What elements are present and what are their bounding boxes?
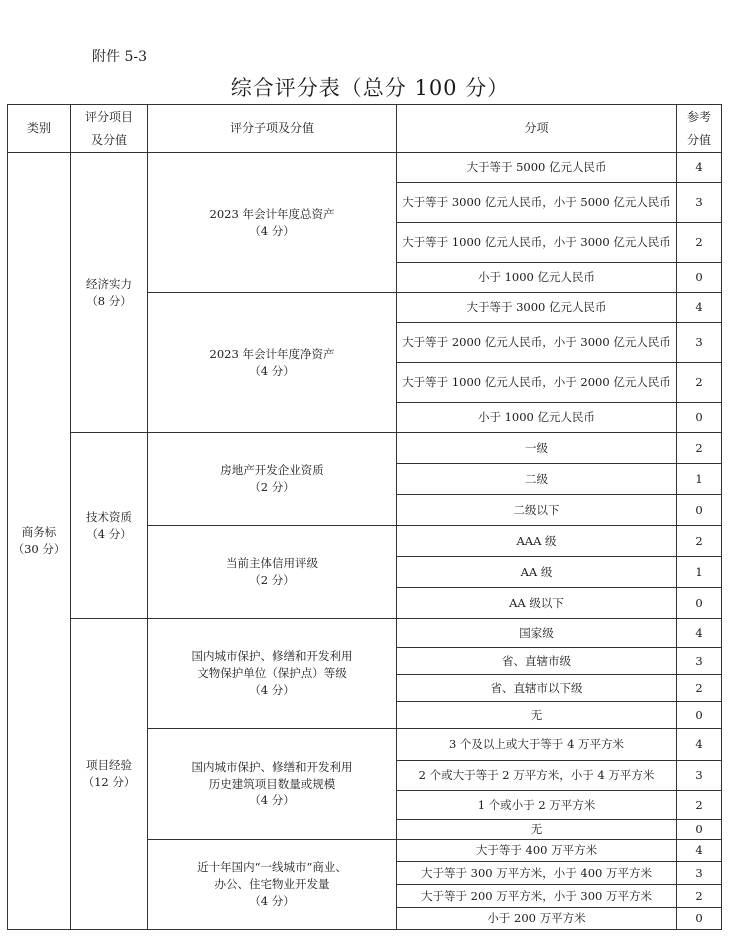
option-cell: 无 [397,702,677,729]
score-cell: 0 [677,820,722,840]
sub-item-line: （4 分） [249,363,295,378]
option-cell: 大于等于 1000 亿元人民币，小于 3000 亿元人民币 [397,223,677,263]
sub-item-line: 近十年国内“一线城市”商业、 [197,860,347,875]
header-sub-item: 评分子项及分值 [148,105,397,153]
header-category: 类别 [8,105,71,153]
header-item [71,105,148,153]
score-cell: 4 [677,729,722,761]
option-cell: 1 个或小于 2 万平方米 [397,791,677,820]
sub-item-cell [148,293,397,433]
header-score-line1: 参考 [686,109,711,124]
table-row [8,433,722,464]
score-cell: 4 [677,619,722,648]
sub-item-line: （4 分） [249,893,295,908]
header-row [8,105,722,153]
option-cell: 大于等于 5000 亿元人民币 [397,153,677,183]
sub-item-line: 历史建筑项目数量或规模 [208,776,336,791]
option-cell: 小于 200 万平方米 [397,908,677,930]
score-cell: 2 [677,433,722,464]
score-cell: 2 [677,363,722,403]
sub-item-line: （4 分） [249,793,295,808]
option-cell: 大于等于 3000 亿元人民币，小于 5000 亿元人民币 [397,183,677,223]
option-cell: 省、直辖市级 [397,648,677,675]
table-body [8,153,722,930]
sub-item-line: 办公、住宅物业开发量 [214,877,330,892]
score-cell: 0 [677,495,722,526]
score-cell: 2 [677,223,722,263]
group-points: （4 分） [86,526,132,541]
sub-item-line: （4 分） [249,223,295,238]
category-cell [8,153,71,930]
sub-item-cell [148,433,397,526]
header-score [677,105,722,153]
option-cell: 无 [397,820,677,840]
sub-item-cell [148,729,397,840]
table-row [8,619,722,648]
header-item-line1: 评分项目 [84,109,133,124]
sub-item-cell [148,840,397,930]
option-cell: AAA 级 [397,526,677,557]
header-option: 分项 [397,105,677,153]
sub-item-line: 国内城市保护、修缮和开发利用 [191,649,353,664]
page-title: 综合评分表（总分 100 分） [230,76,510,100]
option-cell: 大于等于 400 万平方米 [397,840,677,862]
option-cell: 国家级 [397,619,677,648]
score-cell: 0 [677,403,722,433]
group-points: （12 分） [82,775,136,789]
score-cell: 2 [677,526,722,557]
sub-item-line: 房地产开发企业资质 [220,463,324,478]
score-cell: 2 [677,791,722,820]
table-row [8,153,722,183]
score-cell: 3 [677,761,722,791]
sub-item-cell [148,619,397,729]
score-cell: 3 [677,183,722,223]
option-cell: 大于等于 1000 亿元人民币，小于 2000 亿元人民币 [397,363,677,403]
score-cell: 4 [677,293,722,323]
sub-item-line: 2023 年会计年度总资产 [209,206,335,221]
option-cell: 小于 1000 亿元人民币 [397,263,677,293]
score-cell: 1 [677,464,722,495]
category-name: 商务标 [21,525,57,540]
score-cell: 0 [677,263,722,293]
score-cell: 1 [677,557,722,588]
header-item-line2: 及分值 [90,132,127,147]
option-cell: 大于等于 300 万平方米，小于 400 万平方米 [397,862,677,885]
attachment-label: 附件 5-3 [92,49,147,65]
score-cell: 4 [677,153,722,183]
option-cell: AA 级 [397,557,677,588]
group-cell [71,153,148,433]
sub-item-line: 文物保护单位（保护点）等级 [197,666,347,681]
score-cell: 0 [677,702,722,729]
option-cell: AA 级以下 [397,588,677,619]
option-cell: 3 个及以上或大于等于 4 万平方米 [397,729,677,761]
option-cell: 大于等于 200 万平方米，小于 300 万平方米 [397,885,677,908]
sub-item-line: 当前主体信用评级 [226,556,318,571]
option-cell: 省、直辖市以下级 [397,675,677,702]
group-name: 经济实力 [86,276,132,291]
sub-item-line: （4 分） [249,682,295,697]
score-cell: 4 [677,840,722,862]
sub-item-line: （2 分） [249,480,295,494]
option-cell: 2 个或大于等于 2 万平方米，小于 4 万平方米 [397,761,677,791]
score-cell: 3 [677,648,722,675]
group-name: 项目经验 [86,758,132,773]
score-cell: 3 [677,323,722,363]
option-cell: 一级 [397,433,677,464]
option-cell: 二级以下 [397,495,677,526]
option-cell: 大于等于 3000 亿元人民币 [397,293,677,323]
option-cell: 二级 [397,464,677,495]
group-cell [71,433,148,619]
sub-item-line: 2023 年会计年度净资产 [209,346,335,361]
option-cell: 小于 1000 亿元人民币 [397,403,677,433]
group-points: （8 分） [86,293,132,308]
option-cell: 大于等于 2000 亿元人民币，小于 3000 亿元人民币 [397,323,677,363]
score-cell: 0 [677,588,722,619]
sub-item-line: 国内城市保护、修缮和开发利用 [191,759,353,774]
score-table [7,104,722,930]
score-cell: 3 [677,862,722,885]
score-cell: 2 [677,885,722,908]
sub-item-line: （2 分） [249,573,295,587]
sub-item-cell [148,526,397,619]
group-cell [71,619,148,930]
header-score-line2: 分值 [686,132,711,147]
score-cell: 2 [677,675,722,702]
score-cell: 0 [677,908,722,930]
category-points: （30 分） [12,542,66,556]
group-name: 技术资质 [86,509,132,524]
sub-item-cell [148,153,397,293]
